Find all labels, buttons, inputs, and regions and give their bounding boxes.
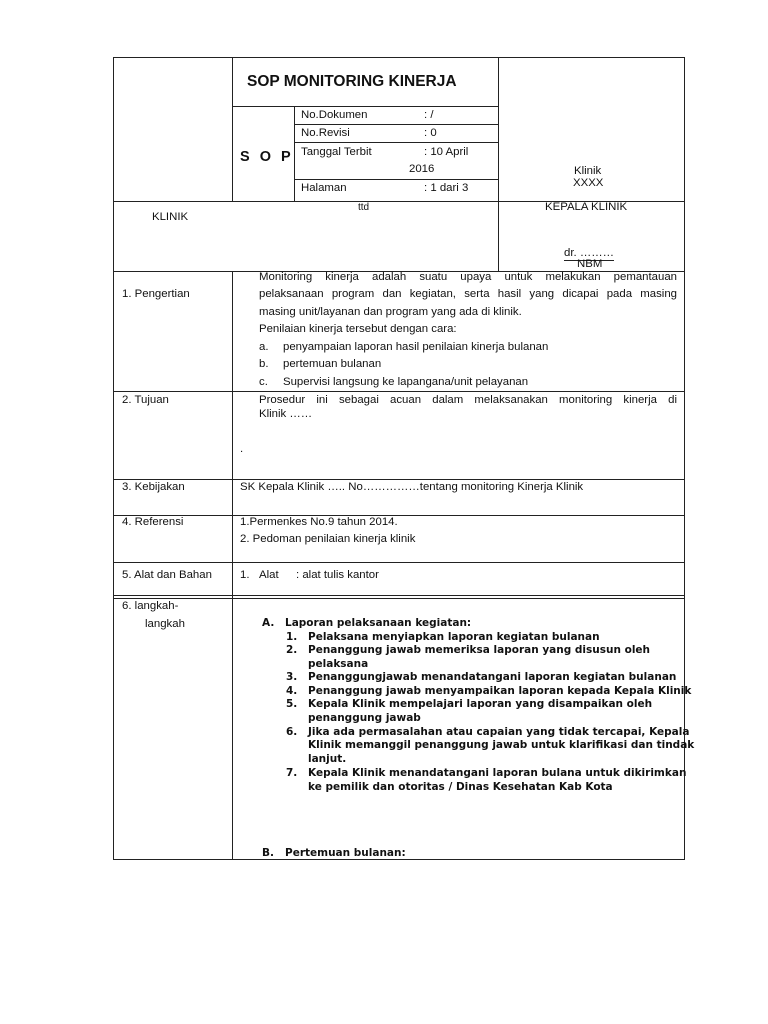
pengertian-para-2: Penilaian kinerja tersebut dengan cara: <box>259 323 457 335</box>
langkah-a-item-5-number: 5. <box>286 698 298 710</box>
langkah-a-item-3-number: 3. <box>286 671 298 683</box>
section-label-langkah-2: langkah <box>145 618 185 630</box>
pengertian-item-c-marker: c. <box>259 376 268 388</box>
meta-label-dokumen: No.Dokumen <box>301 109 368 121</box>
sop-label: S O P <box>240 149 294 165</box>
pengertian-item-c: Supervisi langsung ke lapangana/unit pelayanan <box>283 376 529 388</box>
langkah-a-item-6-number: 6. <box>286 726 298 738</box>
langkah-a-item-6-line-1: Jika ada permasalahan atau capaian yang tidak tercapai, Kepala <box>308 726 690 738</box>
header-left-divider <box>232 58 233 201</box>
langkah-a-item-7-line-1: Kepala Klinik menandatangani laporan bulana untuk dikirimkan <box>308 767 687 779</box>
meta-value-halaman: : 1 dari 3 <box>424 182 469 194</box>
title-underline <box>232 106 498 107</box>
referensi-item-2: 2. Pedoman penilaian kinerja klinik <box>240 533 416 545</box>
pengertian-item-a: penyampaian laporan hasil penilaian kinerja bulanan <box>283 341 549 353</box>
meta-label-halaman: Halaman <box>301 182 347 194</box>
langkah-a-title: Laporan pelaksanaan kegiatan: <box>285 617 472 629</box>
meta-row-line-1 <box>294 124 498 125</box>
langkah-a-item-7-line-2: ke pemilik dan otoritas / Dinas Kesehatan Kab Kota <box>308 781 613 793</box>
kebijakan-text: SK Kepala Klinik ….. No……………tentang monitoring Kinerja Klinik <box>240 481 584 493</box>
langkah-a-item-6-line-3: lanjut. <box>308 753 347 765</box>
row-divider-langkah <box>114 598 684 599</box>
alat-value: : alat tulis kantor <box>296 569 379 581</box>
klinik-box-line-1: Klinik <box>574 165 602 177</box>
langkah-a-item-1: Pelaksana menyiapkan laporan kegiatan bulanan <box>308 631 600 643</box>
row-divider-referensi <box>114 515 684 516</box>
alat-name: Alat <box>259 569 279 581</box>
klinik-box-line-2: XXXX <box>573 177 604 189</box>
langkah-a-item-2-line-1: Penanggung jawab memeriksa laporan yang disusun oleh <box>308 644 651 656</box>
tujuan-line-2: Klinik …… <box>259 408 313 420</box>
section-label-referensi: 4. Referensi <box>122 516 184 528</box>
klinik-label: KLINIK <box>152 211 189 223</box>
row-divider-alat-end <box>114 595 684 596</box>
meta-value-tanggal: : 10 April <box>424 146 469 158</box>
meta-label-tanggal: Tanggal Terbit <box>301 146 372 158</box>
meta-value-revisi: : 0 <box>424 127 437 139</box>
alat-marker: 1. <box>240 569 250 581</box>
langkah-a-item-5-line-1: Kepala Klinik mempelajari laporan yang disampaikan oleh <box>308 698 653 710</box>
label-column-divider <box>232 271 233 860</box>
langkah-b-title: Pertemuan bulanan: <box>285 847 406 859</box>
doctor-name: dr. ……… <box>564 247 615 259</box>
meta-row-line-3 <box>294 179 498 180</box>
pengertian-line-2: pelaksanaan program dan kegiatan, serta hasil yang dicapai pada masing <box>259 288 677 300</box>
langkah-b-marker: B. <box>262 847 274 859</box>
meta-label-revisi: No.Revisi <box>301 127 350 139</box>
langkah-a-item-6-line-2: Klinik memanggil penanggung jawab untuk klarifikasi dan tindak <box>308 739 695 751</box>
ttd-label: ttd <box>358 202 370 213</box>
meta-value-dokumen: : / <box>424 109 434 121</box>
row-divider-tujuan <box>114 391 684 392</box>
pengertian-item-b-marker: b. <box>259 358 269 370</box>
document-title: SOP MONITORING KINERJA <box>247 73 457 90</box>
langkah-a-item-2-line-2: pelaksana <box>308 658 369 670</box>
meta-value-tanggal-year: 2016 <box>409 163 435 175</box>
sop-label-divider <box>294 106 295 201</box>
pengertian-line-3: masing unit/layanan dan program yang ada di klinik. <box>259 306 522 318</box>
referensi-item-1: 1.Permenkes No.9 tahun 2014. <box>240 516 398 528</box>
langkah-a-item-7-number: 7. <box>286 767 298 779</box>
pengertian-item-a-marker: a. <box>259 341 269 353</box>
meta-row-line-2 <box>294 142 498 143</box>
langkah-a-item-4-number: 4. <box>286 685 298 697</box>
sop-document <box>113 57 695 860</box>
section-label-langkah-1: 6. langkah- <box>122 600 179 612</box>
langkah-a-item-4: Penanggung jawab menyampaikan laporan kepada Kepala Klinik <box>308 685 692 697</box>
section-label-tujuan: 2. Tujuan <box>122 394 169 406</box>
section-label-alat: 5. Alat dan Bahan <box>122 569 212 581</box>
langkah-a-item-2-number: 2. <box>286 644 298 656</box>
section-label-kebijakan: 3. Kebijakan <box>122 481 185 493</box>
pengertian-line-1: Monitoring kinerja adalah suatu upaya untuk melakukan pemantauan <box>259 271 677 283</box>
nbm-label: NBM <box>577 258 603 270</box>
section-label-pengertian: 1. Pengertian <box>122 288 190 300</box>
tujuan-line-1: Prosedur ini sebagai acuan dalam melaksanakan monitoring kinerja di <box>259 394 677 406</box>
langkah-a-marker: A. <box>262 617 275 629</box>
langkah-a-item-3: Penanggungjawab menandatangani laporan kegiatan bulanan <box>308 671 677 683</box>
langkah-a-item-1-number: 1. <box>286 631 298 643</box>
tujuan-dot: . <box>240 443 244 455</box>
row-divider-alat <box>114 562 684 563</box>
kepala-klinik-label: KEPALA KLINIK <box>545 201 628 213</box>
header-right-divider <box>498 58 499 271</box>
pengertian-item-b: pertemuan bulanan <box>283 358 382 370</box>
langkah-a-item-5-line-2: penanggung jawab <box>308 712 421 724</box>
